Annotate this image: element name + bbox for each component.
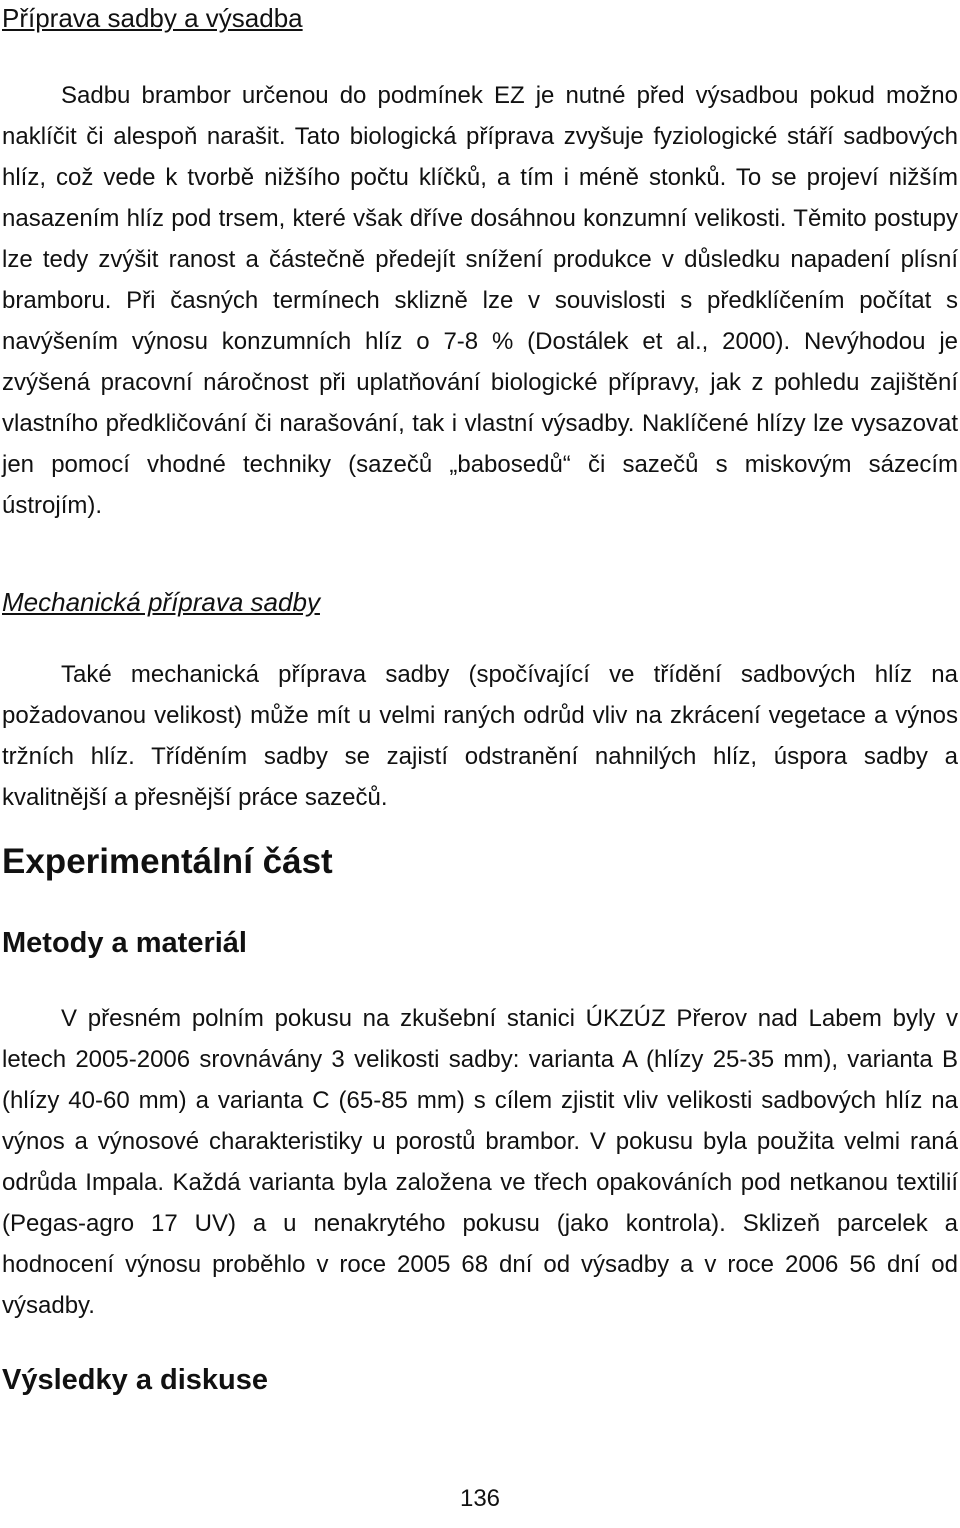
section-heading-mechanical-preparation: Mechanická příprava sadby [2,587,320,617]
page-number: 136 [459,1485,501,1512]
chapter-heading-experimental: Experimentální část [2,842,333,881]
section-heading-results: Výsledky a diskuse [2,1364,268,1396]
paragraph-methods: V přesném polním pokusu na zkušební stanici ÚKZÚZ Přerov nad Labem byly v letech 2005-2006 srovnávány 3 velikosti sadby: varianta A (hlízy 25-35 mm), varianta B (hlízy 40-60 mm) a varianta C (65-85 mm) s cílem zjistit vliv velikosti sadbových hlíz na výnos a výnosové charakteristiky u porostů brambor. V pokusu byla použita velmi raná odrůda Impala. Každá varianta byla založena ve třech opakováních pod netkanou textilií (Pegas-agro 17 UV) a u nenakrytého pokusu (jako kontrola). Sklizeň parcelek a hodnocení výnosu proběhlo v roce 2005 68 dní od výsadby a v roce 2006 56 dní od výsadby. [2,1005,958,1319]
paragraph-seed-preparation: Sadbu brambor určenou do podmínek EZ je nutné před výsadbou pokud možno naklíčit či alespoň narašit. Tato biologická příprava zvyšuje fyziologické stáří sadbových hlíz, což vede k tvorbě nižšího počtu klíčků, a tím i méně stonků. To se projeví nižším nasazením hlíz pod trsem, které však dříve dosáhnou konzumní velikosti. Těmito postupy lze tedy zvýšit ranost a částečně předejít snížení produkce v důsledku napadení plísní bramboru. Při časných termínech sklizně lze v souvislosti s předklíčením počítat s navýšením výnosu konzumních hlíz o 7-8 % (Dostálek et al., 2000). Nevýhodou je zvýšená pracovní náročnost při uplatňování biologické přípravy, jak z pohledu zajištění vlastního předkličování či narašování, tak i vlastní výsadby. Naklíčené hlízy lze vysazovat jen pomocí vhodné techniky (sazečů „babosedů“ či sazečů s miskovým sázecím ústrojím). [2,82,958,519]
section-heading-methods: Metody a materiál [2,927,247,959]
section-heading-seed-preparation: Příprava sadby a výsadba [2,3,303,33]
paragraph-mechanical-preparation: Také mechanická příprava sadby (spočívající ve třídění sadbových hlíz na požadovanou velikost) může mít u velmi raných odrůd vliv na zkrácení vegetace a výnos tržních hlíz. Tříděním sadby se zajistí odstranění nahnilých hlíz, úspora sadby a kvalitnější a přesnější práce sazečů. [2,661,958,811]
